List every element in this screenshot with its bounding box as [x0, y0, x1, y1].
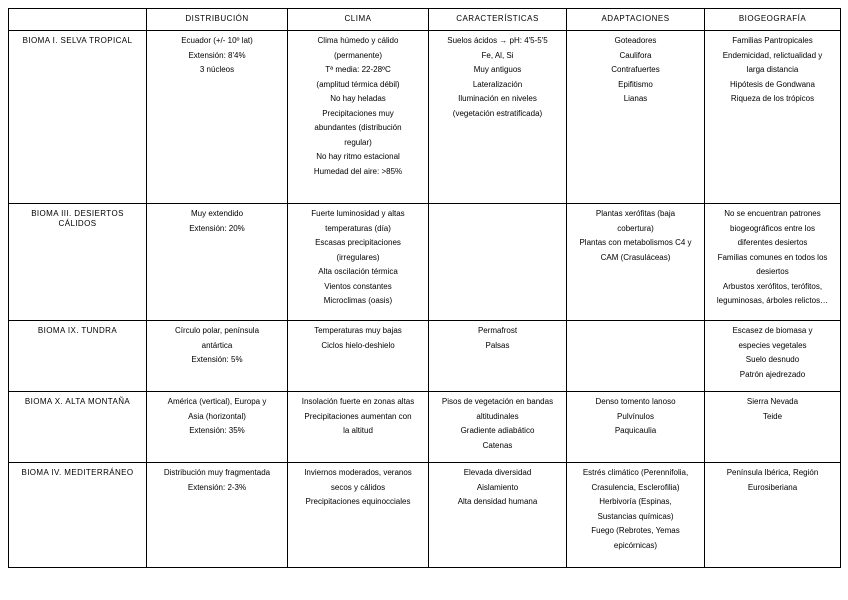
biogeografia-line: Sierra Nevada — [746, 397, 799, 406]
document-page — [8, 8, 840, 568]
adaptaciones-line: Plantas con metabolismos C4 y — [579, 238, 692, 247]
header-cell-clima: CLIMA — [288, 9, 429, 31]
table-row — [9, 204, 841, 321]
adaptaciones-cell — [567, 463, 705, 568]
biogeografia-line: larga distancia — [746, 65, 799, 74]
caracteristicas-line: Elevada diversidad — [463, 468, 532, 477]
clima-line: Vientos constantes — [324, 281, 392, 291]
clima-line: (amplitud térmica débil) — [316, 79, 400, 89]
clima-cell — [288, 204, 429, 321]
caracteristicas-line: Permafrost — [477, 326, 518, 335]
caracteristicas-line: Gradiente adiabático — [460, 426, 535, 435]
biogeografia-line: Arbustos xerófitos, terófitos, — [722, 281, 823, 291]
biogeografia-cell — [705, 31, 841, 204]
caracteristicas-cell — [429, 463, 567, 568]
adaptaciones-line: Pulvínulos — [617, 411, 654, 421]
biogeografia-cell — [705, 321, 841, 392]
distribucion-cell — [147, 321, 288, 392]
distribucion-cell — [147, 463, 288, 568]
biogeografia-line: Hipótesis de Gondwana — [730, 79, 815, 89]
adaptaciones-line: Fuego (Rebrotes, Yemas — [591, 526, 680, 535]
caracteristicas-line: Aislamiento — [476, 482, 519, 492]
biogeografia-line: Escasez de biomasa y — [732, 326, 813, 335]
clima-line: Temperaturas muy bajas — [314, 326, 402, 335]
distribucion-cell — [147, 31, 288, 204]
caracteristicas-cell — [429, 321, 567, 392]
clima-line: Humedad del aire: >85% — [313, 166, 403, 176]
clima-line: Tª media: 22-28ºC — [325, 65, 391, 74]
distribucion-cell — [147, 392, 288, 463]
biome-name-cell: BIOMA III. DESIERTOS CÁLIDOS — [9, 204, 147, 321]
table-row — [9, 463, 841, 568]
biogeografia-line: Eurosiberiana — [747, 482, 798, 492]
adaptaciones-line: Sustancias químicas) — [597, 511, 674, 521]
distribucion-line: Extensión: 8'4% — [188, 50, 246, 60]
biogeografia-cell — [705, 204, 841, 321]
adaptaciones-line: Lianas — [623, 94, 648, 103]
adaptaciones-line: CAM (Crasuláceas) — [600, 252, 671, 262]
clima-cell — [288, 392, 429, 463]
biome-name-cell: BIOMA IV. MEDITERRÁNEO — [9, 463, 147, 568]
clima-line: Insolación fuerte en zonas altas — [301, 397, 415, 406]
header-cell-caracteristicas: CARACTERÍSTICAS — [429, 9, 567, 31]
adaptaciones-line: epicórnicas) — [613, 540, 658, 550]
clima-line: temperaturas (día) — [325, 223, 391, 233]
distribucion-line: Extensión: 5% — [191, 355, 243, 364]
biome-name-cell: BIOMA I. SELVA TROPICAL — [9, 31, 147, 204]
clima-line: No hay ritmo estacional — [316, 152, 400, 161]
clima-cell — [288, 463, 429, 568]
biogeografia-cell — [705, 392, 841, 463]
adaptaciones-line: cobertura) — [617, 223, 654, 233]
header-cell-adaptaciones: ADAPTACIONES — [567, 9, 705, 31]
distribucion-line: Extensión: 20% — [189, 223, 245, 233]
biogeografia-line: Familias comunes en todos los — [717, 252, 828, 262]
biogeografia-line: Teide — [762, 411, 783, 421]
clima-cell — [288, 31, 429, 204]
adaptaciones-line: Crasulencia, Esclerofilia) — [591, 482, 680, 492]
adaptaciones-cell — [567, 321, 705, 392]
biogeografia-line: diferentes desiertos — [737, 238, 808, 247]
adaptaciones-line: Plantas xerófitas (baja — [595, 209, 676, 218]
adaptaciones-line: Caulifora — [619, 50, 652, 60]
biogeografia-line: Península Ibérica, Región — [726, 468, 819, 477]
biogeografia-line: desiertos — [756, 267, 789, 276]
biogeografia-line: Patrón ajedrezado — [739, 369, 806, 379]
adaptaciones-line: Goteadores — [614, 36, 657, 45]
biogeografia-line: Familias Pantropicales — [732, 36, 813, 45]
header-cell-empty — [9, 9, 147, 31]
table-row — [9, 392, 841, 463]
caracteristicas-line: Iluminación en niveles — [458, 94, 537, 103]
biome-name-cell: BIOMA IX. TUNDRA — [9, 321, 147, 392]
clima-line: Precipitaciones aumentan con — [304, 411, 412, 421]
biogeografia-line: Riqueza de los trópicos — [730, 94, 815, 103]
distribucion-cell — [147, 204, 288, 321]
adaptaciones-line: Denso tomento lanoso — [595, 397, 676, 406]
caracteristicas-cell — [429, 31, 567, 204]
caracteristicas-line: Lateralización — [472, 79, 523, 89]
distribucion-line: 3 núcleos — [199, 65, 235, 74]
clima-line: regular) — [344, 137, 372, 147]
adaptaciones-cell — [567, 31, 705, 204]
clima-line: secos y cálidos — [330, 482, 386, 492]
distribucion-line: Distribución muy fragmentada — [163, 468, 271, 477]
biogeografia-line: Endemicidad, relictualidad y — [722, 50, 823, 60]
caracteristicas-line: Palsas — [485, 340, 510, 350]
caracteristicas-line: altitudinales — [476, 411, 519, 421]
adaptaciones-cell — [567, 392, 705, 463]
table-header-row — [9, 9, 841, 31]
header-cell-distribucion: DISTRIBUCIÓN — [147, 9, 288, 31]
biogeografia-line: especies vegetales — [738, 340, 807, 350]
distribucion-line: Ecuador (+/- 10º lat) — [181, 36, 253, 45]
clima-line: (permanente) — [333, 50, 383, 60]
clima-cell — [288, 321, 429, 392]
clima-line: Precipitaciones equinocciales — [305, 497, 411, 506]
clima-line: Precipitaciones muy — [322, 108, 394, 118]
caracteristicas-cell — [429, 204, 567, 321]
biogeografia-cell — [705, 463, 841, 568]
adaptaciones-line: Contrafuertes — [611, 65, 660, 74]
distribucion-line: Muy extendido — [190, 209, 244, 218]
caracteristicas-line: Fe, Al, Si — [481, 50, 514, 60]
caracteristicas-line: (vegetación estratificada) — [452, 108, 543, 118]
biogeografia-line: leguminosas, árboles relictos… — [716, 296, 829, 305]
distribucion-line: Extensión: 35% — [189, 426, 245, 435]
biomes-table — [8, 8, 841, 568]
distribucion-line: Extensión: 2-3% — [187, 482, 247, 492]
clima-line: (irregulares) — [336, 252, 380, 262]
adaptaciones-cell — [567, 204, 705, 321]
clima-line: Fuerte luminosidad y altas — [311, 209, 405, 218]
table-row — [9, 31, 841, 204]
clima-line: la altitud — [343, 426, 373, 435]
biome-name-cell: BIOMA X. ALTA MONTAÑA — [9, 392, 147, 463]
biogeografia-line: Suelo desnudo — [745, 355, 800, 364]
clima-line: Microclimas (oasis) — [323, 296, 393, 305]
adaptaciones-line: Epifitismo — [618, 79, 653, 89]
clima-line: Clima húmedo y cálido — [317, 36, 399, 45]
clima-line: Alta oscilación térmica — [318, 267, 398, 276]
adaptaciones-line: Paquicaulia — [614, 426, 657, 435]
clima-line: abundantes (distribución — [314, 123, 402, 132]
distribucion-line: antártica — [201, 340, 233, 350]
caracteristicas-cell — [429, 392, 567, 463]
caracteristicas-line: Alta densidad humana — [457, 497, 538, 506]
biogeografia-line: No se encuentran patrones — [724, 209, 821, 218]
clima-line: Inviernos moderados, veranos — [304, 468, 412, 477]
adaptaciones-line: Estrés climático (Perennifolia, — [582, 468, 689, 477]
caracteristicas-line: Catenas — [482, 440, 513, 450]
distribucion-line: América (vertical), Europa y — [167, 397, 267, 406]
table-row — [9, 321, 841, 392]
distribucion-line: Asia (horizontal) — [188, 411, 246, 421]
table-body — [9, 31, 841, 568]
clima-line: No hay heladas — [330, 94, 386, 103]
distribucion-line: Círculo polar, península — [174, 326, 260, 335]
caracteristicas-line: Muy antiguos — [473, 65, 522, 74]
biogeografia-line: biogeográficos entre los — [730, 223, 815, 233]
clima-line: Escasas precipitaciones — [315, 238, 401, 247]
caracteristicas-line: Pisos de vegetación en bandas — [441, 397, 554, 406]
clima-line: Ciclos hielo-deshielo — [321, 340, 395, 350]
header-cell-biogeografia: BIOGEOGRAFÍA — [705, 9, 841, 31]
caracteristicas-line: Suelos ácidos → pH: 4'5-5'5 — [447, 36, 548, 45]
adaptaciones-line: Herbivoría (Espinas, — [599, 497, 672, 506]
